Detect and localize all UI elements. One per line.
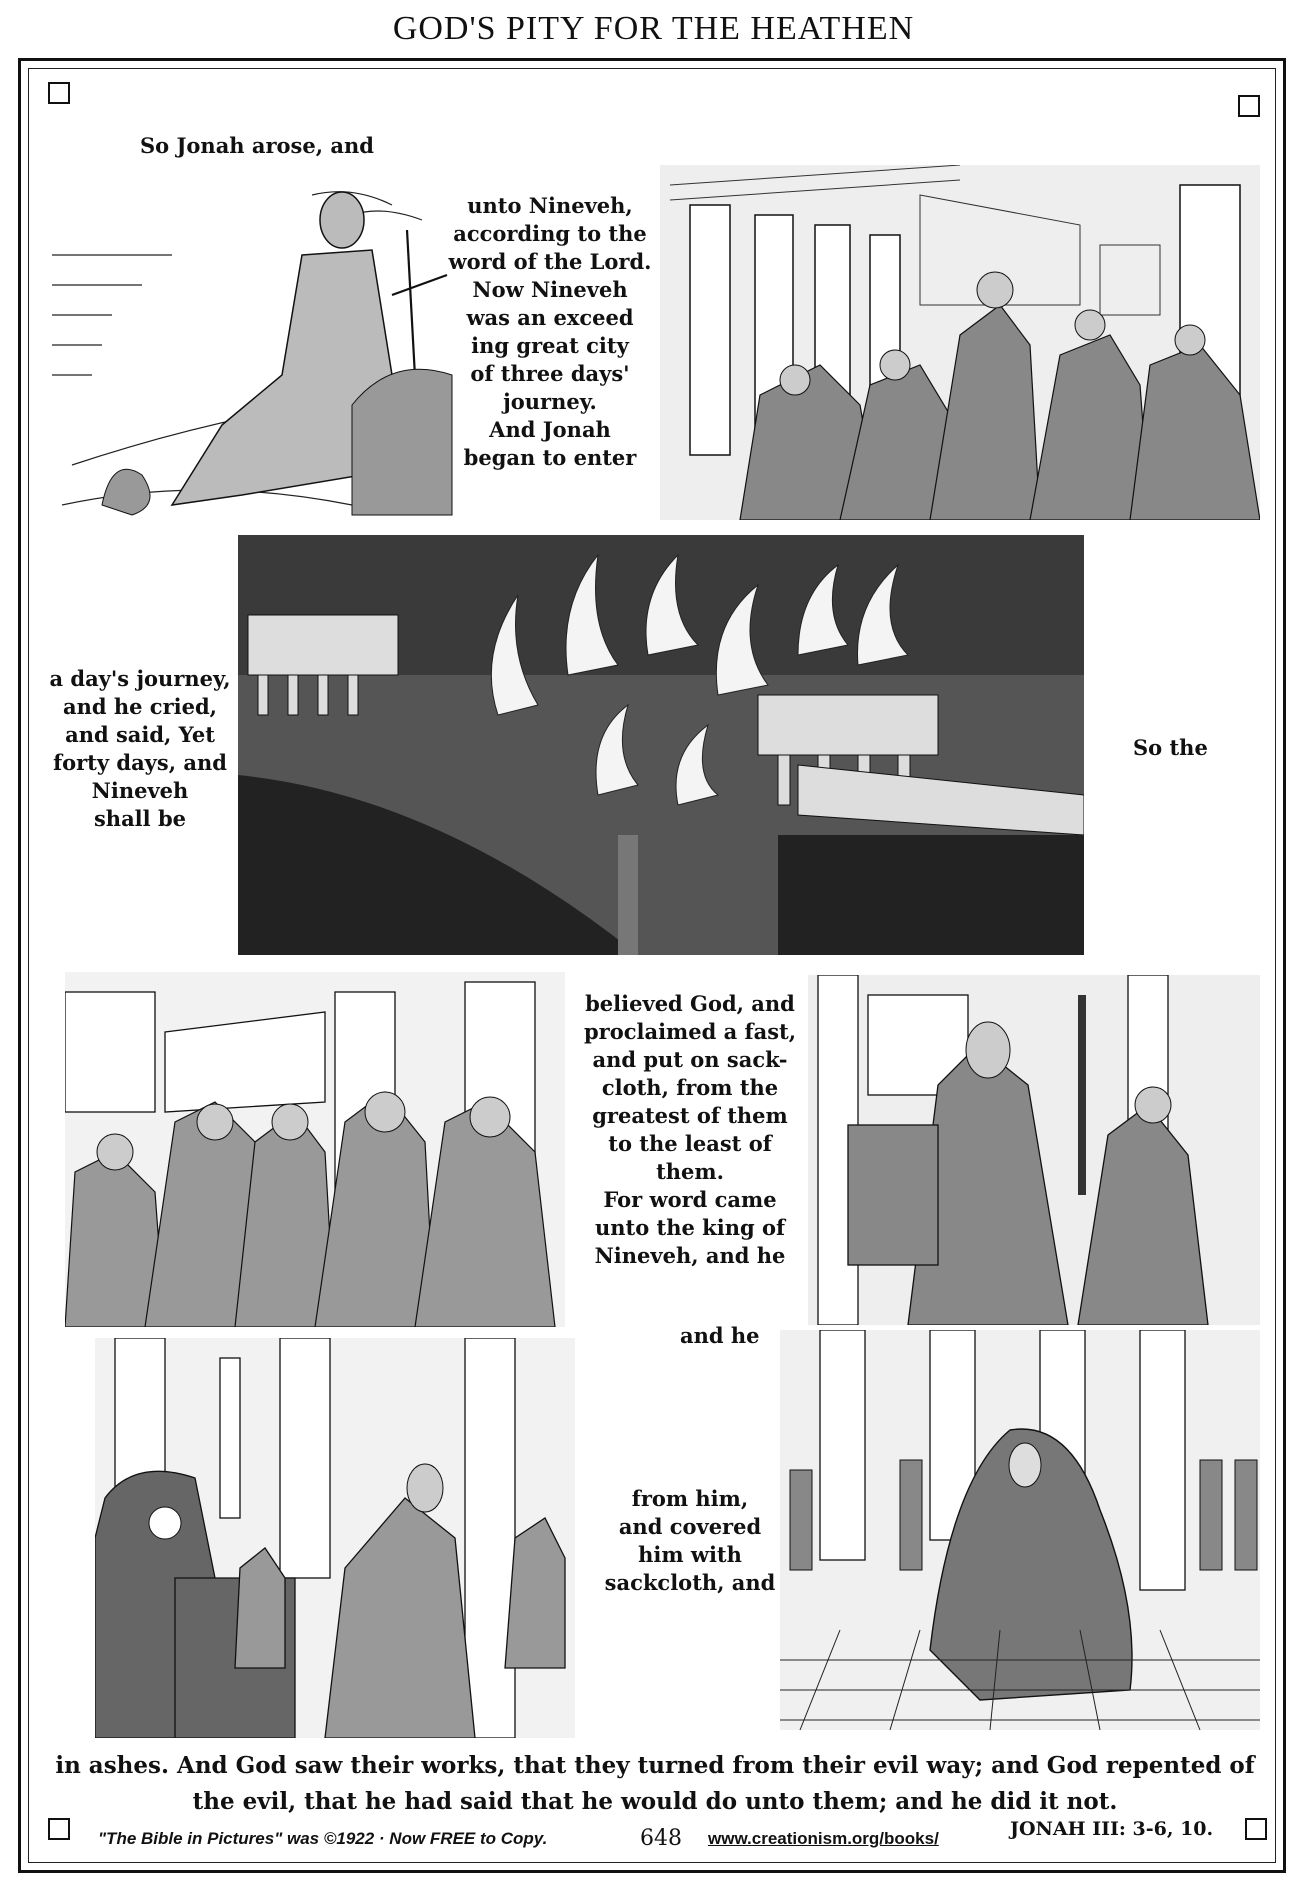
text-line: and he cried, — [63, 694, 217, 719]
text-and-he: and he — [680, 1323, 760, 1348]
text-line: began to enter — [463, 445, 637, 470]
text-line: him with — [638, 1542, 742, 1567]
text-line: journey. — [503, 389, 597, 414]
corner-ornament-top-left — [48, 82, 70, 104]
text-line: word of the Lord. — [448, 249, 652, 274]
corner-ornament-bottom-left — [48, 1818, 70, 1840]
text-line: Now Nineveh — [472, 277, 628, 302]
text-line: to the least of them. — [608, 1131, 772, 1184]
text-line: greatest of them — [592, 1103, 788, 1128]
scripture-reference: JONAH III: 3-6, 10. — [1010, 1818, 1214, 1840]
text-from-him — [590, 1485, 790, 1597]
illustration-jonah-preaching-crowd — [660, 165, 1260, 520]
text-line: believed God, and — [585, 991, 795, 1016]
copyright-credit: "The Bible in Pictures" was ©1922 · Now FREE to Copy. — [98, 1829, 548, 1848]
text-days-journey — [40, 665, 240, 833]
text-line: For word came — [603, 1187, 777, 1212]
text-line: unto Nineveh, — [467, 193, 633, 218]
illustration-nineveh-burning — [238, 535, 1084, 955]
text-line: from him, — [631, 1486, 749, 1511]
text-line: proclaimed a fast, — [583, 1019, 797, 1044]
text-line: of three days' — [470, 361, 630, 386]
text-line: and put on sack- — [592, 1047, 788, 1072]
text-line: Nineveh — [91, 778, 189, 803]
corner-ornament-top-right — [1238, 95, 1260, 117]
text-line: was an exceed — [466, 305, 634, 330]
text-line: Nineveh, and he — [594, 1243, 786, 1268]
text-line: and said, Yet — [65, 722, 215, 747]
text-line: a day's journey, — [49, 666, 231, 691]
text-so-the: So the — [1133, 735, 1208, 760]
text-line: unto the king of — [594, 1215, 786, 1240]
text-line: forty days, and — [53, 750, 227, 775]
corner-ornament-bottom-right — [1245, 1818, 1267, 1840]
text-line: ing great city — [471, 333, 629, 358]
text-line: shall be — [93, 806, 186, 831]
text-line: and covered — [618, 1514, 762, 1539]
text-believed-god — [575, 990, 805, 1270]
illustration-jonah-walking — [52, 175, 462, 525]
text-line: cloth, from the — [601, 1075, 779, 1100]
text-line: And Jonah — [489, 417, 611, 442]
website-link[interactable]: www.creationism.org/books/ — [708, 1829, 939, 1848]
page-number: 648 — [640, 1826, 682, 1851]
text-unto-nineveh — [445, 192, 655, 472]
illustration-king-hears-word — [808, 975, 1260, 1325]
page-title: GOD'S PITY FOR THE HEATHEN — [392, 10, 915, 47]
illustration-king-rises-from-throne — [95, 1338, 575, 1738]
illustration-king-in-sackcloth — [780, 1330, 1260, 1730]
text-line: according to the — [453, 221, 647, 246]
text-line: in ashes. And God saw their works, that they turned from their evil way; and God repented of — [55, 1752, 1255, 1779]
text-so-jonah-arose: So Jonah arose, and — [140, 133, 374, 158]
text-line: sackcloth, and — [604, 1570, 776, 1595]
illustration-king-and-court — [65, 972, 565, 1327]
text-line: the evil, that he had said that he would do unto them; and he did it not. — [192, 1788, 1118, 1815]
text-in-ashes — [55, 1748, 1255, 1820]
